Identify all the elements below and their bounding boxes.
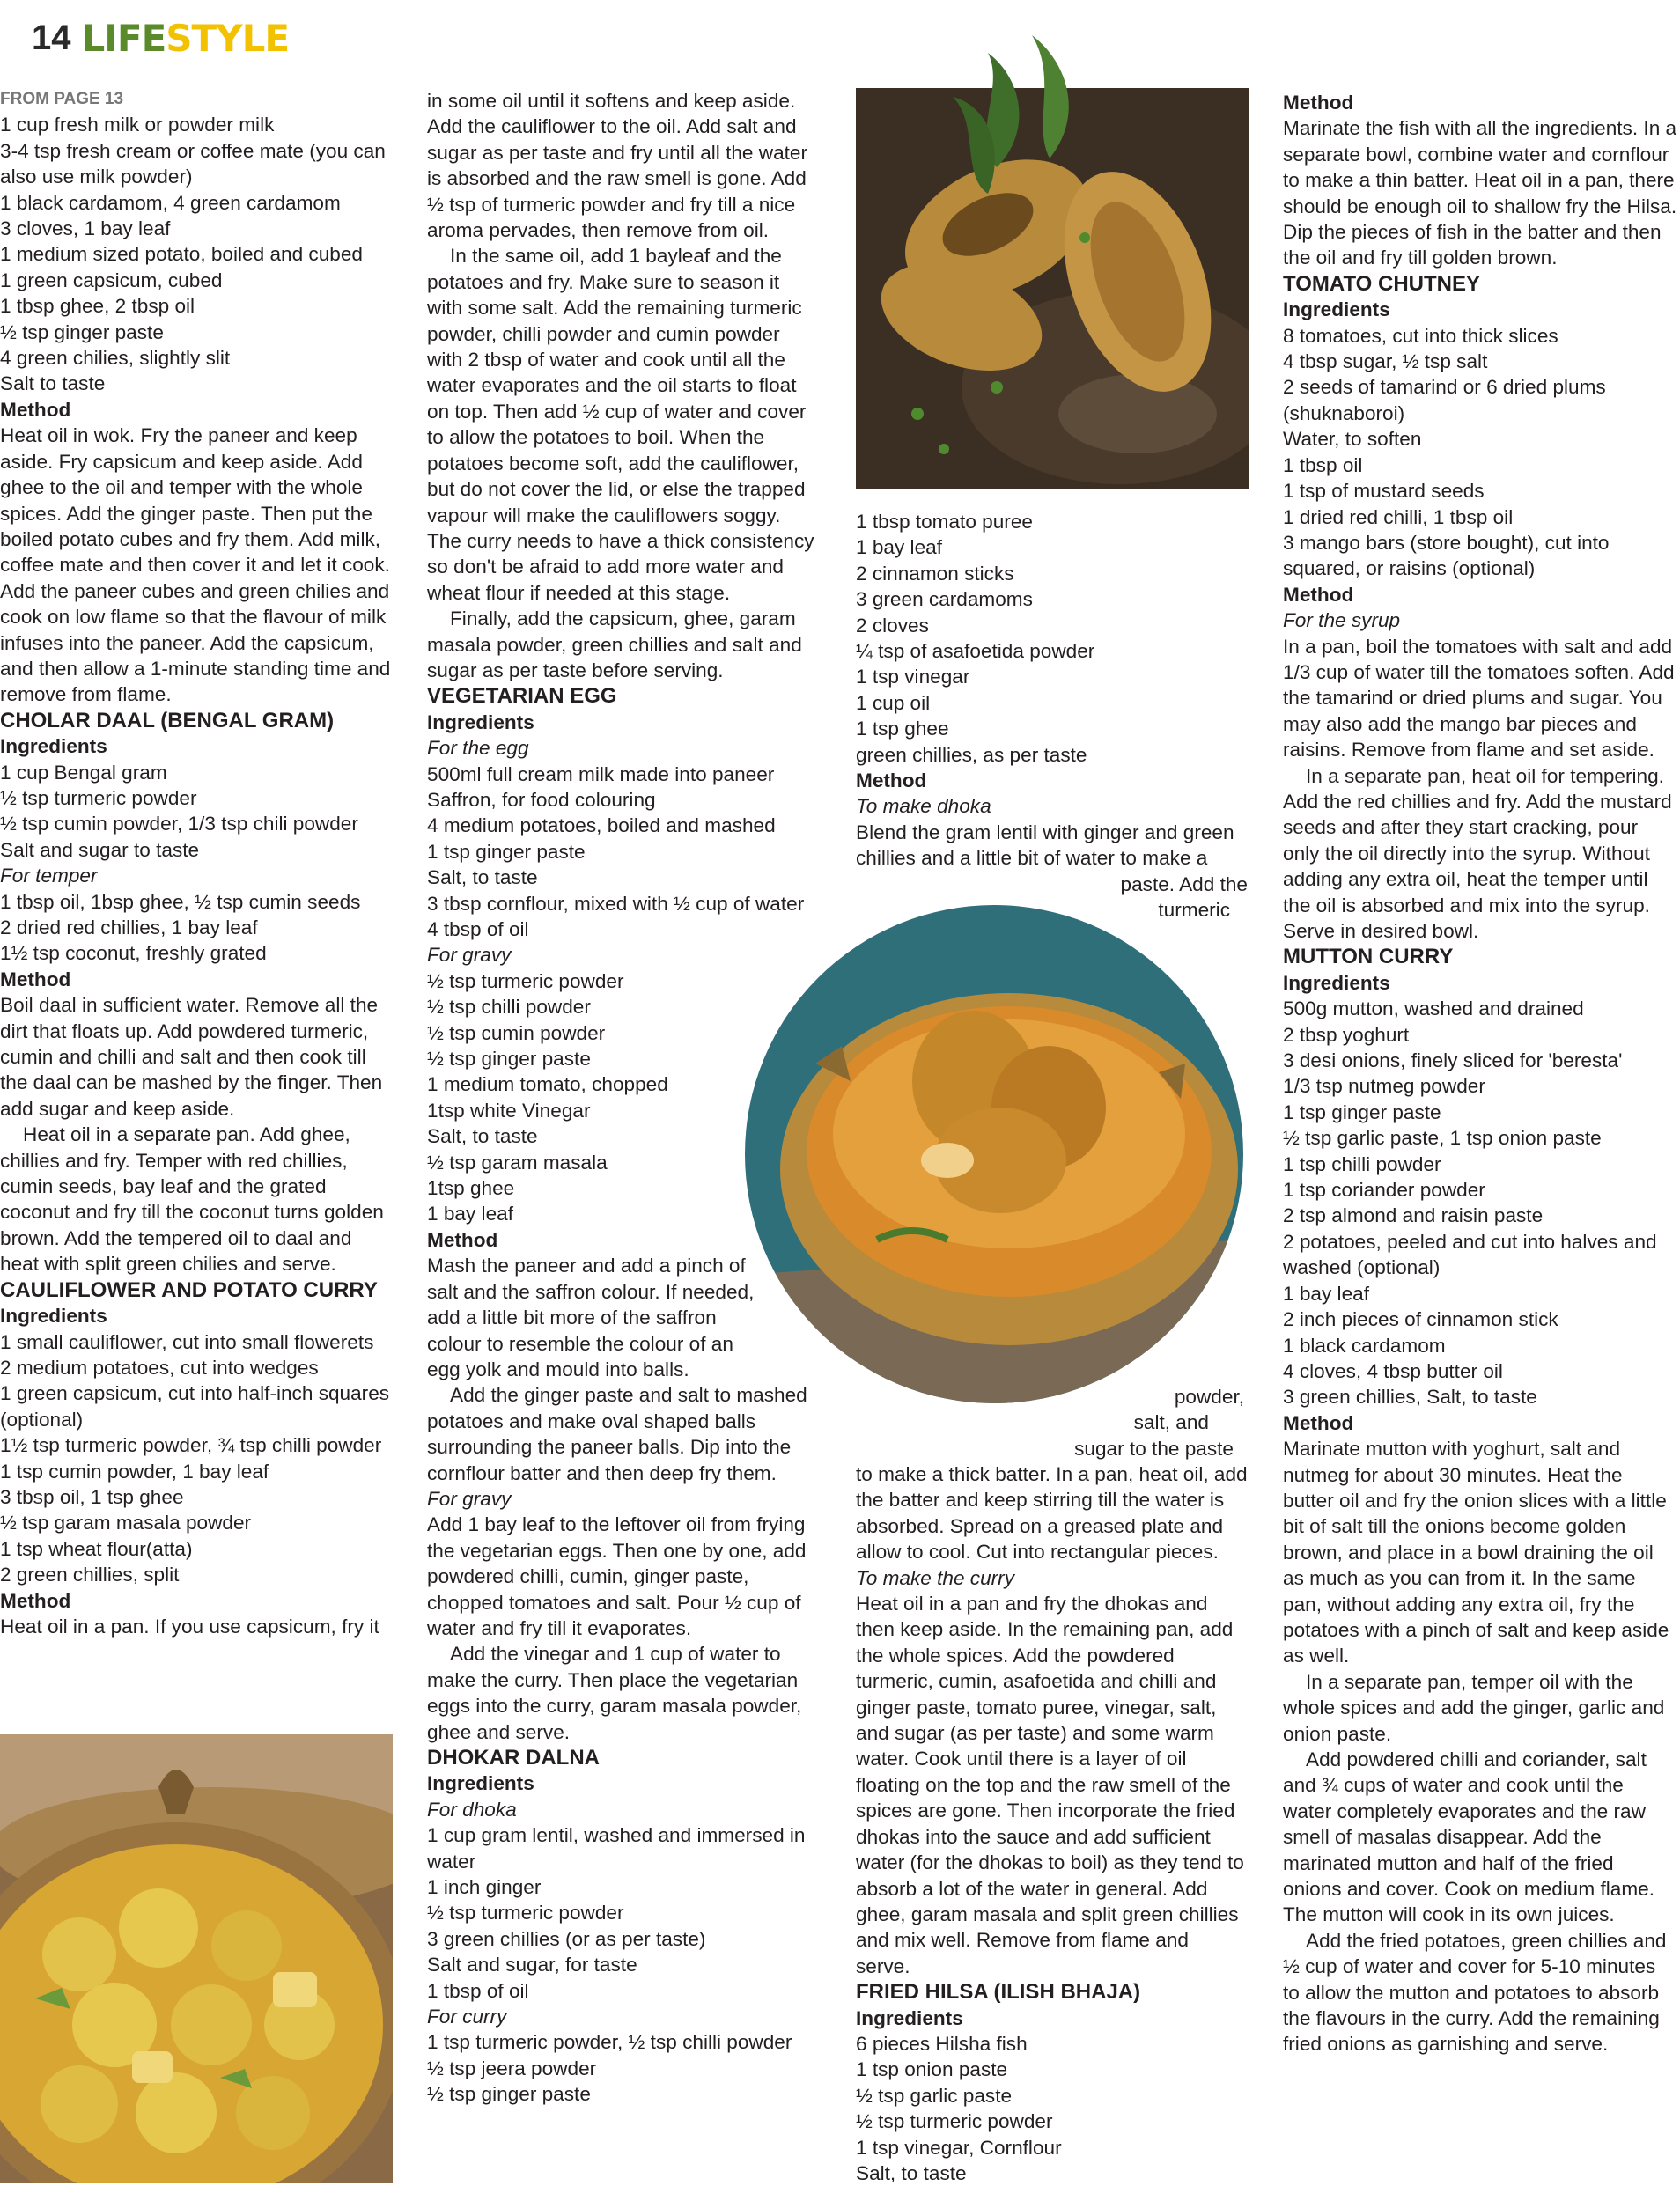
ingredient-line: 1 tsp coriander powder: [1283, 1179, 1485, 1202]
ingredient-line: 2 dried red chillies, 1 bay leaf: [0, 916, 258, 938]
ingredient-line: 1 tbsp of oil: [427, 1979, 529, 2002]
logo-style: STYLE: [166, 16, 290, 60]
method-text: Add the fried potatoes, green chillies and ½ cup of water and cover for 5-10 minutes to allow the mutton and potatoes to absorb the flavours in the curry. Add the remaining fried onions as garnishing and serve.: [1283, 1929, 1667, 2056]
method-text: turmeric: [1158, 899, 1230, 922]
ingredient-line: 1 black cardamom, 4 green cardamom: [0, 191, 341, 214]
ingredient-line: 1½ tsp coconut, freshly grated: [0, 942, 267, 965]
method-text: In a pan, boil the tomatoes with salt and add 1/3 cup of water till the tomatoes soften. Add the tamarind or dried plums and sugar. You may also add the mango bar pieces and raisins. Remove from flame and set aside.: [1283, 635, 1675, 762]
fried-hilsa-photo: [856, 0, 1249, 489]
ingredient-line: Salt and sugar, for taste: [427, 1954, 637, 1976]
ingredient-line: 1 green capsicum, cubed: [0, 269, 223, 291]
method-text: Add the ginger paste and salt to mashed potatoes and make oval shaped balls surrounding the paneer balls. Dip into the cornflour batter and then deep fry them.: [427, 1384, 807, 1484]
ingredient-line: 2 cinnamon sticks: [856, 562, 1014, 585]
ingredient-line: 8 tomatoes, cut into thick slices: [1283, 324, 1558, 347]
method-text: Heat oil in a pan. If you use capsicum, fry it: [0, 1615, 379, 1638]
vegetarian-egg-image: [745, 905, 1243, 1403]
method-text: Add the vinegar and 1 cup of water to make the curry. Then place the vegetarian eggs into the curry, garam masala powder, ghee and serve.: [427, 1643, 802, 1743]
ingredient-line: ½ tsp jeera powder: [427, 2057, 597, 2079]
section-logo: [82, 17, 290, 60]
ingredient-line: 1 tsp ginger paste: [1283, 1100, 1441, 1123]
ingredient-line: 1 dried red chilli, 1 tbsp oil: [1283, 505, 1514, 528]
ingredient-line: 2 potatoes, peeled and cut into halves and washed (optional): [1283, 1230, 1657, 1279]
method-text: paste. Add the: [1120, 872, 1248, 895]
ingredient-line: 4 green chilies, slightly slit: [0, 347, 231, 370]
ingredient-line: 1 tsp cumin powder, 1 bay leaf: [0, 1460, 269, 1483]
ingredient-line: 2 inch pieces of cinnamon stick: [1283, 1308, 1558, 1331]
page-number: 14: [32, 18, 71, 57]
recipe-title-fried-hilsa: FRIED HILSA (ILISH BHAJA): [856, 1980, 1141, 2005]
method-heading: Method: [0, 968, 71, 990]
ingredient-line: 1 tsp vinegar: [856, 666, 970, 688]
method-text: salt, and: [1133, 1411, 1209, 1434]
ingredient-line: 1 cup gram lentil, washed and immersed in water: [427, 1824, 806, 1873]
ingredient-line: 1 tsp chilli powder: [1283, 1152, 1441, 1175]
cauliflower-curry-image: [0, 1734, 393, 2183]
ingredient-line: Salt to taste: [0, 372, 106, 395]
ingredient-line: 1 bay leaf: [1283, 1282, 1369, 1305]
ingredients-heading: Ingredients: [1283, 971, 1390, 994]
method-heading: Method: [1283, 1411, 1354, 1434]
subsection-label: For gravy: [427, 944, 512, 967]
ingredient-line: ½ tsp ginger paste: [0, 320, 164, 343]
subsection-label: For gravy: [427, 1487, 512, 1510]
column-2: [427, 88, 814, 2108]
ingredient-line: Salt, to taste: [427, 866, 538, 889]
method-heading: Method: [1283, 583, 1354, 606]
ingredient-line: 1 tbsp ghee, 2 tbsp oil: [0, 295, 195, 318]
ingredient-line: 1 bay leaf: [427, 1203, 513, 1225]
ingredient-line: ½ tsp ginger paste: [427, 2083, 591, 2106]
method-text: Marinate mutton with yoghurt, salt and nutmeg for about 30 minutes. Heat the butter oil and fry the onion slices with a little bit of salt till the onions become golden brown, and place in a bowl draining the oil as much as you can from it. In the same pan, without adding any extra oil, fry the potatoes with a pinch of salt and keep aside as well.: [1283, 1438, 1669, 1667]
method-text: In a separate pan, heat oil for tempering. Add the red chillies and fry. Add the mustard seeds and after they start cracking, pour only the oil directly into the syrup. Without adding any extra oil, heat the temper until the oil is absorbed and mix into the syrup. Serve in desired bowl.: [1283, 764, 1672, 942]
method-text: In a separate pan, temper oil with the whole spices and add the ginger, garlic and onion paste.: [1283, 1670, 1665, 1745]
subsection-label: To make dhoka: [856, 795, 991, 818]
ingredients-heading: Ingredients: [427, 1772, 534, 1795]
ingredient-line: ½ tsp turmeric powder: [427, 969, 624, 992]
method-text: sugar to the paste: [1074, 1437, 1234, 1460]
method-text: Blend the gram lentil with ginger and green chillies and a little bit of water to make a: [856, 821, 1234, 870]
ingredient-line: ½ tsp turmeric powder: [0, 786, 197, 809]
ingredient-line: 1 medium tomato, chopped: [427, 1073, 668, 1096]
ingredient-line: 1tsp ghee: [427, 1177, 515, 1200]
subsection-label: To make the curry: [856, 1566, 1014, 1589]
ingredients-heading: Ingredients: [0, 735, 107, 758]
ingredient-line: green chillies, as per taste: [856, 743, 1087, 766]
ingredient-line: 2 medium potatoes, cut into wedges: [0, 1356, 319, 1379]
method-heading: Method: [856, 769, 927, 792]
recipe-title-vegetarian-egg: VEGETARIAN EGG: [427, 684, 617, 709]
recipe-title-cauliflower-curry: CAULIFLOWER AND POTATO CURRY: [0, 1277, 378, 1302]
ingredient-line: 1 tbsp tomato puree: [856, 511, 1033, 533]
ingredient-line: Salt, to taste: [856, 2161, 967, 2184]
ingredient-line: 1 cup oil: [856, 691, 931, 714]
ingredient-line: 1 cup fresh milk or powder milk: [0, 114, 275, 136]
method-text: Finally, add the capsicum, ghee, garam masala powder, green chillies and salt and sugar as per taste before serving.: [427, 607, 802, 681]
ingredient-line: ¼ tsp of asafoetida powder: [856, 640, 1095, 663]
ingredient-line: 1 bay leaf: [856, 536, 942, 559]
ingredient-line: 3 cloves, 1 bay leaf: [0, 217, 171, 240]
column-3-wrap: [856, 1384, 1248, 1461]
ingredient-line: Water, to soften: [1283, 428, 1422, 451]
method-text: Marinate the fish with all the ingredients. In a separate bowl, combine water and cornflour to make a thin batter. Heat oil in a pan, there should be enough oil to shallow fry the Hilsa. Dip the pieces of fish in the batter and then the oil and fry till golden brown.: [1283, 117, 1677, 269]
vegetarian-egg-photo: [745, 905, 1243, 1403]
ingredient-line: 2 tsp almond and raisin paste: [1283, 1204, 1544, 1227]
ingredient-line: Salt, to taste: [427, 1125, 538, 1148]
ingredient-line: 6 pieces Hilsha fish: [856, 2032, 1028, 2055]
ingredients-heading: Ingredients: [0, 1305, 107, 1328]
column-4: [1283, 90, 1677, 2057]
ingredient-line: ½ tsp garlic paste, 1 tsp onion paste: [1283, 1127, 1602, 1150]
ingredient-line: ½ tsp turmeric powder: [856, 2110, 1053, 2133]
ingredient-line: 2 seeds of tamarind or 6 dried plums (shuknaboroi): [1283, 376, 1606, 424]
ingredient-line: 4 tbsp of oil: [427, 918, 529, 940]
ingredient-line: 1 tsp ghee: [856, 718, 949, 740]
ingredient-line: 1 tbsp oil: [1283, 453, 1363, 476]
subsection-label: For the egg: [427, 737, 529, 760]
ingredient-line: 4 tbsp sugar, ½ tsp salt: [1283, 350, 1488, 373]
ingredient-line: 1 green capsicum, cut into half-inch squares (optional): [0, 1382, 390, 1431]
ingredient-line: 3 mango bars (store bought), cut into squared, or raisins (optional): [1283, 531, 1610, 580]
subsection-label: For temper: [0, 865, 98, 887]
method-text: in some oil until it softens and keep aside. Add the cauliflower to the oil. Add salt and sugar as per taste and fry until all the water is absorbed and the raw smell is gone. Add ½ tsp of turmeric powder and fry till a nice aroma pervades, then remove from oil.: [427, 90, 808, 242]
ingredient-line: ½ tsp chilli powder: [427, 996, 591, 1019]
method-text: In the same oil, add 1 bayleaf and the potatoes and fry. Make sure to season it with some salt. Add the remaining turmeric powder, chilli powder and cumin powder with 2 tbsp of water and cook until all the water evaporates and the oil starts to float on top. Then add ½ cup of water and cover to allow the potatoes to boil. When the potatoes become soft, add the cauliflower, but do not cover the lid, or else the trapped vapour will make the cauliflowers soggy. The curry needs to have a thick consistency so don't be afraid to add more water and wheat flour if needed at this stage.: [427, 245, 814, 604]
recipe-title-tomato-chutney: TOMATO CHUTNEY: [1283, 271, 1481, 296]
ingredient-line: ½ tsp garam masala powder: [0, 1512, 252, 1535]
ingredient-line: 3 green cardamoms: [856, 588, 1033, 611]
ingredient-line: 2 tbsp yoghurt: [1283, 1023, 1410, 1046]
subsection-label: For the syrup: [1283, 609, 1401, 632]
cauliflower-curry-photo: [0, 1734, 393, 2183]
ingredient-line: 1 inch ginger: [427, 1876, 542, 1899]
ingredient-line: 3 green chillies, Salt, to taste: [1283, 1386, 1537, 1409]
logo-life: LIFE: [81, 16, 166, 60]
ingredient-line: 1 cup Bengal gram: [0, 761, 167, 784]
method-text: Boil daal in sufficient water. Remove all the dirt that floats up. Add powdered turmeric, cumin and chilli and salt and then cook till the daal can be mashed by the finger. Then add sugar and keep aside.: [0, 994, 383, 1120]
method-text: Heat oil in wok. Fry the paneer and keep aside. Fry capsicum and keep aside. Add ghee to the oil and temper with the whole spices. Add the ginger paste. Then put the boiled potato cubes and fry them. Add milk, coffee mate and then cover it and let it cook. Add the paneer cubes and green chilies and cook on low flame so that the flavour of milk infuses into the paneer. Add the capsicum, and then allow a 1-minute standing time and remove from flame.: [0, 424, 391, 706]
subsection-label: For curry: [427, 2006, 507, 2028]
ingredient-line: 2 green chillies, split: [0, 1564, 180, 1586]
ingredient-line: 3 tbsp cornflour, mixed with ½ cup of water: [427, 892, 805, 915]
column-1: [0, 86, 392, 1639]
ingredient-line: 1 tsp ginger paste: [427, 840, 586, 863]
ingredient-line: ½ tsp garam masala: [427, 1151, 608, 1174]
ingredient-line: 3 desi onions, finely sliced for 'beresta': [1283, 1049, 1623, 1072]
recipe-title-mutton-curry: MUTTON CURRY: [1283, 945, 1454, 969]
method-text: Add powdered chilli and coriander, salt and ¾ cups of water and cook until the water completely evaporates and the raw smell of masalas disappear. Add the marinated mutton and half of the fried onions and cover. Cook on medium flame. The mutton will cook in its own juices.: [1283, 1748, 1654, 1926]
ingredient-line: 4 medium potatoes, boiled and mashed: [427, 814, 776, 837]
ingredient-line: 1 small cauliflower, cut into small flowerets: [0, 1330, 374, 1353]
ingredient-line: 1 tsp wheat flour(atta): [0, 1537, 193, 1560]
ingredient-line: ½ tsp cumin powder, 1/3 tsp chili powder: [0, 813, 358, 835]
ingredient-line: 500ml full cream milk made into paneer: [427, 762, 775, 785]
ingredient-line: ½ tsp garlic paste: [856, 2084, 1013, 2107]
column-3-lower: [856, 1461, 1248, 2186]
method-heading: Method: [427, 1228, 498, 1251]
ingredient-line: ½ tsp turmeric powder: [427, 1902, 624, 1925]
ingredient-line: 3 tbsp oil, 1 tsp ghee: [0, 1485, 184, 1508]
ingredient-line: 2 cloves: [856, 614, 929, 637]
subsection-label: For dhoka: [427, 1798, 517, 1821]
ingredient-line: 1 tsp onion paste: [856, 2058, 1008, 2081]
ingredient-line: 3 green chillies (or as per taste): [427, 1927, 706, 1950]
method-text: to make a thick batter. In a pan, heat oil, add the batter and keep stirring till the water is absorbed. Spread on a greased plate and allow to cool. Cut into rectangular pieces.: [856, 1463, 1248, 1564]
ingredients-heading: Ingredients: [856, 2006, 963, 2029]
recipe-title-dhokar-dalna: DHOKAR DALNA: [427, 1746, 600, 1770]
masthead: [32, 12, 289, 63]
fried-hilsa-image: [856, 0, 1249, 489]
ingredients-heading: Ingredients: [1283, 298, 1390, 321]
ingredient-line: ½ tsp ginger paste: [427, 1048, 591, 1071]
method-heading: Method: [0, 1589, 71, 1612]
method-text: powder,: [1174, 1386, 1244, 1408]
ingredient-line: 1 medium sized potato, boiled and cubed: [0, 243, 363, 266]
ingredient-line: 1 tsp vinegar, Cornflour: [856, 2136, 1062, 2159]
method-heading: Method: [1283, 92, 1354, 114]
method-text: Heat oil in a separate pan. Add ghee, chillies and fry. Temper with red chillies, cumin seeds, bay leaf and the grated coconut and fry till the coconut turns golden brown. Add the tempered oil to daal and heat with split green chilies and serve.: [0, 1123, 384, 1276]
method-text: Mash the paneer and add a pinch of salt and the saffron colour. If needed, add a little bit more of the saffron colour to resemble the colour of an egg yolk and mould into balls.: [427, 1255, 755, 1380]
ingredient-line: 500g mutton, washed and drained: [1283, 997, 1584, 1020]
column-3-upper: [856, 509, 1248, 924]
ingredient-line: 1 black cardamom: [1283, 1334, 1446, 1357]
ingredient-line: ½ tsp cumin powder: [427, 1021, 606, 1044]
ingredients-heading: Ingredients: [427, 710, 534, 733]
ingredient-line: 3-4 tsp fresh cream or coffee mate (you can also use milk powder): [0, 139, 386, 188]
ingredient-line: 1 tsp of mustard seeds: [1283, 480, 1485, 503]
ingredient-line: Saffron, for food colouring: [427, 788, 656, 811]
recipe-title-cholar-daal: CHOLAR DAAL (BENGAL GRAM): [0, 708, 335, 732]
method-heading: Method: [0, 398, 71, 421]
ingredient-line: 4 cloves, 4 tbsp butter oil: [1283, 1359, 1503, 1382]
ingredient-line: 1½ tsp turmeric powder, ¾ tsp chilli powder: [0, 1434, 382, 1457]
ingredient-line: 1/3 tsp nutmeg powder: [1283, 1075, 1485, 1098]
ingredient-line: 1tsp white Vinegar: [427, 1099, 591, 1122]
continued-from-page: FROM PAGE 13: [0, 90, 124, 108]
method-text: Add 1 bay leaf to the leftover oil from frying the vegetarian eggs. Then one by one, add powdered chilli, cumin, ginger paste, chopped tomatoes and salt. Pour ½ cup of water and fry till it evaporates.: [427, 1513, 807, 1639]
method-text: Heat oil in a pan and fry the dhokas and then keep aside. In the remaining pan, add the whole spices. Add the powdered turmeric, cumin, asafoetida and chilli and ginger paste, tomato puree, vinegar, salt, and sugar (as per taste) and some warm water. Cook until there is a layer of oil floating on the top and the raw smell of the spices are gone. Then incorporate the fried dhokas into the sauce and add sufficient water (for the dhokas to boil) as they tend to absorb a lot of the water in general. Add ghee, garam masala and split green chillies and mix well. Remove from flame and serve.: [856, 1593, 1244, 1977]
ingredient-line: 1 tbsp oil, 1bsp ghee, ½ tsp cumin seeds: [0, 890, 361, 913]
ingredient-line: 1 tsp turmeric powder, ½ tsp chilli powder: [427, 2031, 792, 2054]
ingredient-line: Salt and sugar to taste: [0, 838, 200, 861]
